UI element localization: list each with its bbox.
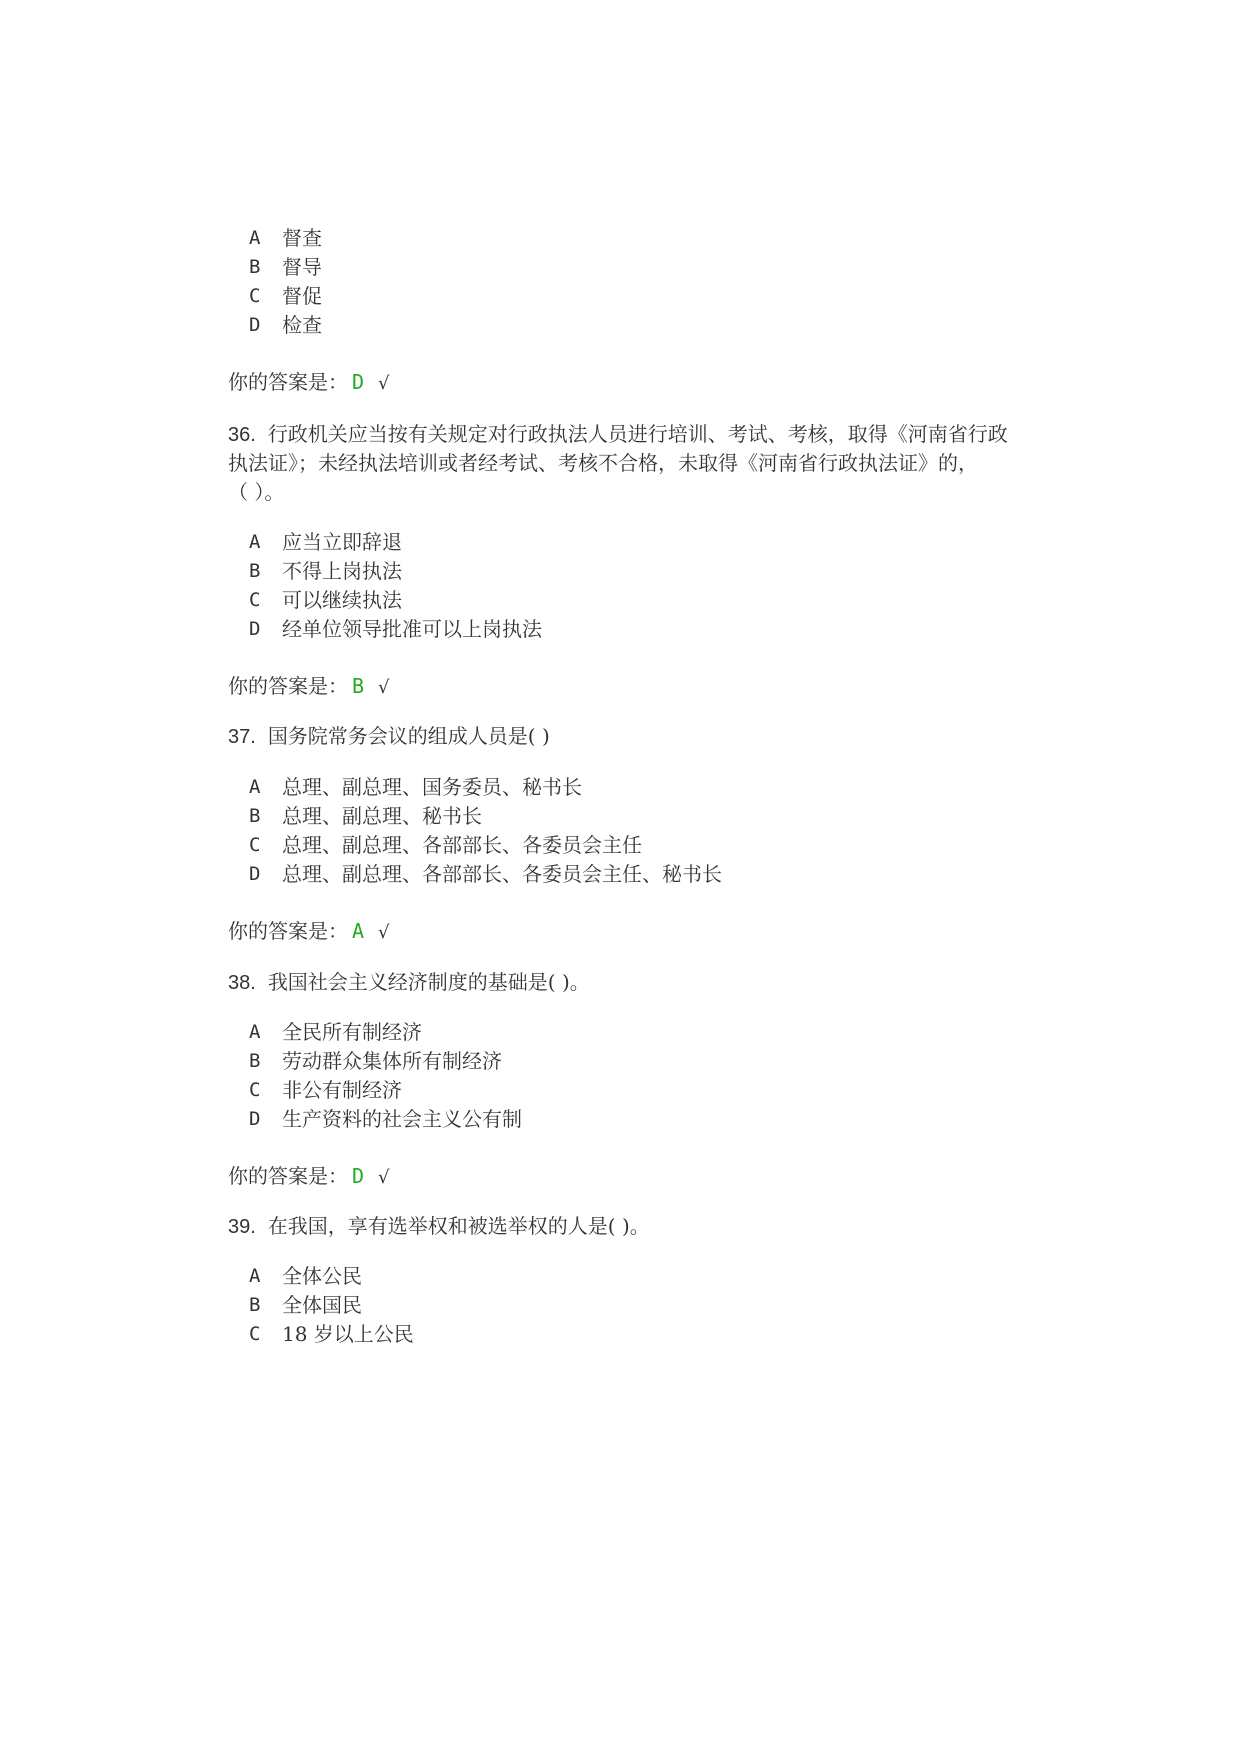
answer-label: 你的答案是： [228,919,348,943]
option-text: 全体国民 [282,1293,362,1317]
question-number: 36. [228,424,256,446]
question-line [228,1212,650,1241]
question-text: 国务院常务会议的组成人员是( ) [267,724,550,748]
option-text: 生产资料的社会主义公有制 [282,1107,522,1131]
option-letter: A [249,227,261,249]
question-text: 我国社会主义经济制度的基础是( )。 [267,970,590,994]
question-text: 行政机关应当按有关规定对行政执法人员进行培训、考试、考核，取得《河南省行政 [267,422,1008,446]
option-text: 总理、副总理、国务委员、秘书长 [282,775,582,799]
answer-label: 你的答案是： [228,674,348,698]
option-letter: C [249,1079,261,1101]
option-letter: C [249,1323,261,1345]
your-answer [228,672,390,702]
option-text: 检查 [282,313,322,337]
question-line [228,968,590,997]
answer-label: 你的答案是： [228,1164,348,1188]
check-mark-icon: √ [378,922,390,943]
option-letter: D [249,863,261,885]
answer-letter: D [352,1164,365,1188]
option-text: 非公有制经济 [282,1078,402,1102]
option-text: 总理、副总理、各部部长、各委员会主任 [282,833,642,857]
option-text: 总理、副总理、各部部长、各委员会主任、秘书长 [282,862,722,886]
option-letter: D [249,618,261,640]
check-mark-icon: √ [378,677,390,698]
question-text: 在我国，享有选举权和被选举权的人是( )。 [267,1214,650,1238]
option-text: 全体公民 [282,1264,362,1288]
check-mark-icon: √ [378,1167,390,1188]
your-answer [228,368,390,398]
your-answer [228,917,390,947]
option-text: 督导 [282,255,322,279]
question-number: 37. [228,726,256,748]
option-text: 应当立即辞退 [282,530,402,554]
question-line [228,478,284,506]
option-letter: A [249,531,261,553]
option-letter: B [249,1050,261,1072]
option-letter: A [249,1265,261,1287]
question-line [228,420,1008,449]
option-letter: B [249,256,261,278]
question-text: （ ）。 [228,480,285,504]
option-letter: A [249,1021,261,1043]
option-text: 全民所有制经济 [282,1020,422,1044]
option-text: 可以继续执法 [282,588,402,612]
question-number: 39. [228,1216,256,1238]
your-answer [228,1162,390,1192]
answer-label: 你的答案是： [228,370,348,394]
answer-letter: D [352,370,365,394]
option-letter: B [249,805,261,827]
option-text: 督查 [282,226,322,250]
option-letter: C [249,589,261,611]
question-number: 38. [228,972,256,994]
question-line [228,722,550,751]
option-letter: D [249,1108,261,1130]
option-letter: D [249,314,261,336]
option-letter: B [249,560,261,582]
answer-letter: A [352,919,365,943]
question-line [228,449,978,477]
option-text: 总理、副总理、秘书长 [282,804,482,828]
question-text: 执法证》；未经执法培训或者经考试、考核不合格，未取得《河南省行政执法证》的， [228,451,978,475]
option-letter: A [249,776,261,798]
option-text: 18 岁以上公民 [282,1322,414,1346]
answer-letter: B [352,674,365,698]
option-letter: C [249,285,261,307]
option-letter: B [249,1294,261,1316]
option-text: 劳动群众集体所有制经济 [282,1049,502,1073]
option-text: 不得上岗执法 [282,559,402,583]
option-text: 督促 [282,284,322,308]
option-text: 经单位领导批准可以上岗执法 [282,617,542,641]
option-letter: C [249,834,261,856]
check-mark-icon: √ [378,373,390,394]
